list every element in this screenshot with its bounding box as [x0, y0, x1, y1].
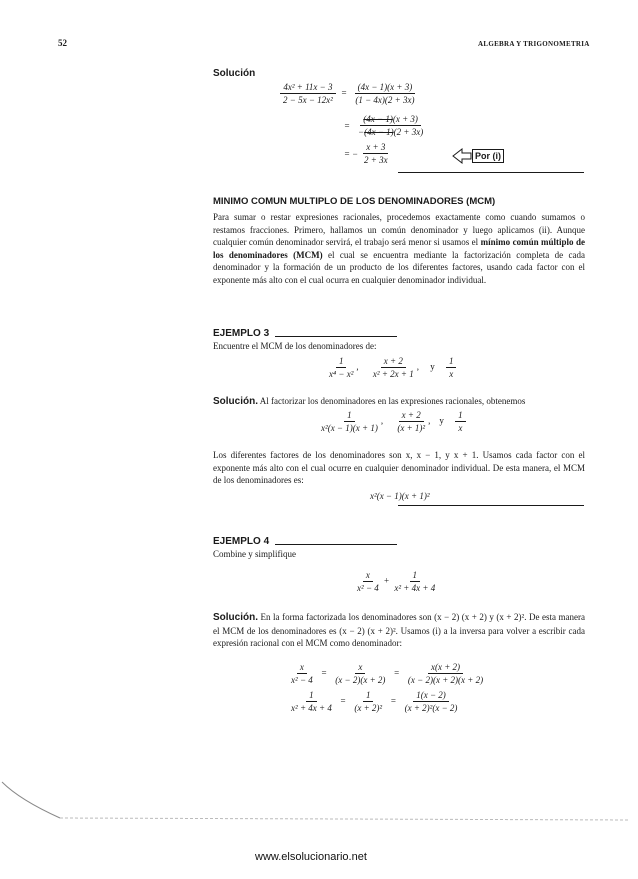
fraction	[455, 410, 466, 433]
denominator: x⁴ − x²	[329, 369, 354, 379]
heading-rule	[275, 336, 397, 337]
mcm-paragraph	[213, 211, 585, 287]
fraction	[288, 662, 316, 685]
example-4-heading: EJEMPLO 4	[213, 536, 270, 547]
denominator: x² − 4	[291, 675, 313, 685]
denominator: (x − 2)(x + 2)	[335, 675, 386, 685]
denominator: x² + 2x + 1	[372, 369, 414, 379]
fraction	[354, 570, 382, 593]
scan-edge-artifact	[0, 770, 638, 830]
mcm-result: x²(x − 1)(x + 1)²	[370, 491, 430, 501]
minus-sign: −	[352, 149, 359, 159]
bold-term: mínimo común múltiplo de los denominadores (MCM)	[213, 237, 585, 260]
fraction	[370, 356, 417, 379]
fraction	[332, 662, 388, 685]
numerator: 1	[336, 356, 347, 368]
cancelled-fraction	[355, 114, 426, 137]
numerator: x	[363, 570, 373, 582]
example-3-instruction: Encuentre el MCM de los denominadores de:	[213, 341, 377, 351]
fraction	[394, 410, 428, 433]
denominator: x² + 4x + 4	[291, 703, 332, 713]
numerator: (4x − 1)(x + 3)	[355, 82, 416, 94]
fraction	[318, 410, 381, 433]
fraction-list-1: $\frac{1}{\text{x⁴ − x²}}$ , $\frac{x + 2}{\text{x² + 2x + 1}}$ , y $\frac{1}{x}$	[326, 356, 456, 379]
rewrite-row-2: $\frac{1}{\text{x² + 4x + 4}}$ = $\frac{1}{\text{(x + 2)²}}$ = $\frac{1(x - 2)}{\text{(x + 2)²(x − 2)}}$	[288, 690, 460, 713]
denominator-rest: (2 + 3x)	[393, 127, 424, 137]
numerator: 1	[446, 356, 457, 368]
denominator: x	[449, 369, 454, 379]
fraction-list-2: $\frac{1}{\text{x²(x − 1)(x + 1)}}$ , $\frac{x + 2}{\text{(x + 1)²}}$ , y $\frac{1}{x}$	[318, 410, 466, 433]
result-fraction	[361, 142, 391, 165]
fraction	[351, 690, 385, 713]
numerator: 1	[410, 570, 421, 582]
example-3-paragraph: Los diferentes factores de los denominadores son x, x − 1, y x + 1. Usamos cada factor con el exponente más alto con el cual ocurre en cualquier denominador individual. De esta manera, el MCM de los denominadores es:	[213, 450, 585, 486]
section-heading: MINIMO COMUN MULTIPLO DE LOS DENOMINADORES (MCM)	[213, 196, 496, 207]
divider-rule	[398, 172, 584, 173]
solution-equation-3: = − $\frac{x + 3}{2 + 3x}$	[355, 142, 391, 165]
solution-heading: Solución	[213, 68, 256, 79]
arrow-left-icon	[452, 148, 472, 164]
solution-text: Al factorizar los denominadores en las expresiones racionales, obtenemos	[259, 396, 526, 406]
rhs-fraction	[352, 82, 417, 105]
numerator: x + 2	[399, 410, 424, 422]
denominator: (x + 2)²	[354, 703, 383, 713]
divider-rule	[398, 505, 584, 506]
fraction	[326, 356, 356, 379]
numerator: x	[297, 662, 307, 674]
denominator: (x + 1)²	[397, 423, 426, 433]
numerator: 1	[455, 410, 466, 422]
example-4-solution	[213, 611, 585, 650]
denominator: (x + 2)²(x − 2)	[404, 703, 458, 713]
numerator: 1	[344, 410, 355, 422]
denominator: x	[458, 423, 463, 433]
and-word: y	[439, 415, 444, 426]
example-4-instruction: Combine y simplifique	[213, 549, 296, 559]
minus-sign: −	[358, 127, 365, 137]
denominator: (1 − 4x)(2 + 3x)	[355, 95, 415, 105]
footer-url-link[interactable]: www.elsolucionario.net	[255, 851, 367, 863]
paragraph-text: el cual se encuentra mediante la factorización completa de cada denominador y la formación de un producto de los diferentes factores, usando cada factor con el exponente más alto con el cual ocurra en cualquier denominador individual.	[213, 249, 585, 285]
denominator: x²(x − 1)(x + 1)	[321, 423, 378, 433]
numerator: 1	[306, 690, 317, 702]
por-i-tag: Por (i)	[472, 149, 504, 163]
denominator: x² + 4x + 4	[394, 583, 436, 593]
denominator: 2 − 5x − 12x²	[283, 95, 333, 105]
numerator: x + 3	[363, 142, 388, 154]
fraction	[288, 690, 335, 713]
denominator: 2 + 3x	[364, 155, 388, 165]
solution-label: Solución.	[213, 396, 258, 407]
paragraph-text: Para sumar o restar expresiones racionales, procedemos exactamente como cuando sumamos o restamos fracciones. Primero, hallamos un común denominador y luego aplicamos (ii). Aunque cualquier común denominador servirá, el trabajo será menor si usamos el	[213, 212, 585, 248]
solution-equation-2: = $\frac{(4x - 1)(x + 3)}{-(4x - 1)(2 + 3x)}$	[355, 114, 426, 137]
numerator: x	[355, 662, 365, 674]
numerator: x + 2	[381, 356, 406, 368]
fraction	[402, 690, 461, 713]
example-3-solution-line	[213, 396, 525, 407]
running-title: ALGEBRA Y TRIGONOMETRIA	[478, 40, 590, 48]
page-number: 52	[58, 38, 67, 48]
example-4-expression	[354, 570, 438, 593]
numerator: x(x + 2)	[428, 662, 463, 674]
denominator: (x − 2)(x + 2)(x + 2)	[407, 675, 484, 685]
lhs-fraction	[280, 82, 336, 105]
solution-equation-1: $\frac{\text{4x² + 11x − 3}}{\text{2 − 5x − 12x²}}$ = $\frac{(4x - 1)(x + 3)}{(1 - 4x)(2 + 3x)}$	[280, 82, 417, 105]
cancelled-factor: (4x − 1)	[364, 127, 394, 137]
denominator: x² − 4	[357, 583, 379, 593]
plus-sign: +	[384, 575, 390, 586]
and-word: y	[430, 361, 435, 372]
fraction	[405, 662, 486, 685]
cancelled-factor: (4x − 1)	[363, 114, 393, 124]
rewrite-row-1: $\frac{x}{\text{x² − 4}}$ = $\frac{x}{(x - 2)(x + 2)}$ = $\frac{x(x + 2)}{(x - 2)(x + 2)(x + 2)}$	[288, 662, 486, 685]
numerator: 1(x − 2)	[413, 690, 449, 702]
numerator: 1	[363, 690, 374, 702]
example-3-heading: EJEMPLO 3	[213, 328, 270, 339]
numerator: 4x² + 11x − 3	[280, 82, 335, 94]
numerator-rest: (x + 3)	[392, 114, 418, 124]
fraction	[391, 570, 438, 593]
solution-text: En la forma factorizada los denominadores son (x − 2) (x + 2) y (x + 2)². De esta manera el MCM de los denominadores es (x − 2) (x + 2)². Usamos (i) a la inversa para volver a escribir cada expresión racional con el MCM como denominador:	[213, 612, 585, 649]
heading-rule	[275, 544, 397, 545]
fraction	[446, 356, 457, 379]
solution-label: Solución.	[213, 612, 258, 623]
